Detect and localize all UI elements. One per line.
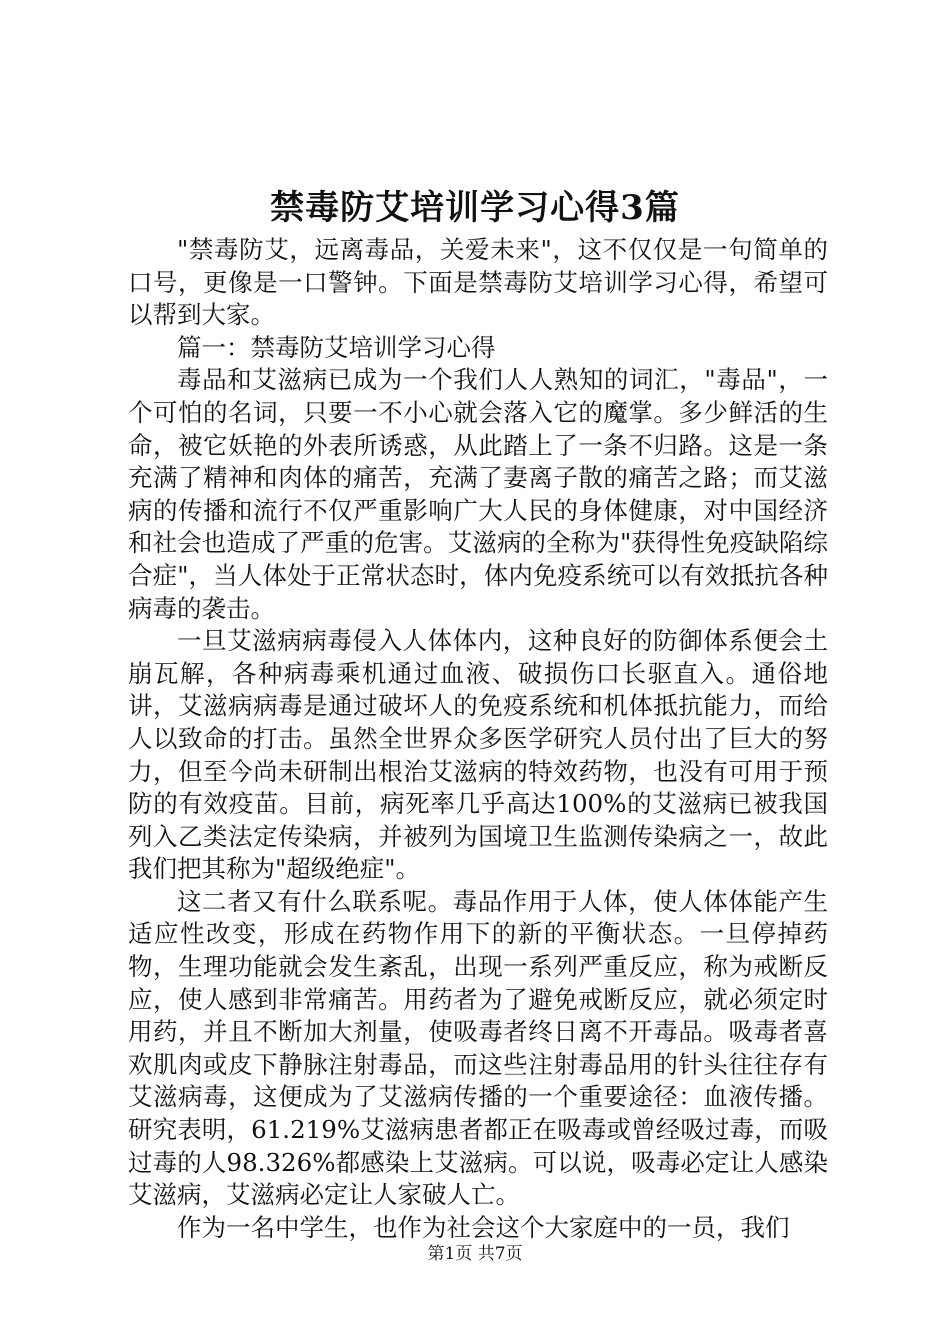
section-heading: 篇一：禁毒防艾培训学习心得 <box>177 332 496 362</box>
paragraph: 一旦艾滋病病毒侵入人体体内，这种良好的防御体系便会土崩瓦解，各种病毒乘机通过血液、破损伤口长驱直入。通俗地讲，艾滋病病毒是通过破坏人的免疫系统和机体抵抗能力，而给人以致命的打击。虽然全世界众多医学研究人员付出了巨大的努力，但至今尚未研制出根治艾滋病的特效药物，也没有可用于预防的有效疫苗。目前，病死率几乎高达100%的艾滋病已被我国列入乙类法定传染病，并被列为国境卫生监测传染病之一，故此我们把其称为"超级绝症"。 <box>128 626 828 884</box>
page-number-footer: 第1页 共7页 <box>427 1244 523 1264</box>
paragraph: 毒品和艾滋病已成为一个我们人人熟知的词汇，"毒品"，一个可怕的名词，只要一不小心就会落入它的魔掌。多少鲜活的生命，被它妖艳的外表所诱惑，从此踏上了一条不归路。这是一条充满了精神和肉体的痛苦，充满了妻离子散的痛苦之路；而艾滋病的传播和流行不仅严重影响广大人民的身体健康，对中国经济和社会也造成了严重的危害。艾滋病的全称为"获得性免疫缺陷综合症"，当人体处于正常状态时，体内免疫系统可以有效抵抗各种病毒的袭击。 <box>128 365 828 623</box>
document-title: 禁毒防艾培训学习心得3篇 <box>270 188 680 228</box>
paragraph: 这二者又有什么联系呢。毒品作用于人体，使人体体能产生适应性改变，形成在药物作用下的新的平衡状态。一旦停掉药物，生理功能就会发生紊乱，出现一系列严重反应，称为戒断反应，使人感到非常痛苦。用药者为了避免戒断反应，就必须定时用药，并且不断加大剂量，使吸毒者终日离不开毒品。吸毒者喜欢肌肉或皮下静脉注射毒品，而这些注射毒品用的针头往往存有艾滋病毒，这便成为了艾滋病传播的一个重要途径：血液传播。研究表明，61.219%艾滋病患者都正在吸毒或曾经吸过毒，而吸过毒的人98.326%都感染上艾滋病。可以说，吸毒必定让人感染艾滋病，艾滋病必定让人家破人亡。 <box>128 886 828 1210</box>
document-body <box>128 234 828 1244</box>
paragraph-intro: "禁毒防艾，远离毒品，关爱未来"，这不仅仅是一句简单的口号，更像是一口警钟。下面是禁毒防艾培训学习心得，希望可以帮到大家。 <box>128 235 828 330</box>
paragraph: 作为一名中学生，也作为社会这个大家庭中的一员，我们 <box>177 1212 790 1242</box>
